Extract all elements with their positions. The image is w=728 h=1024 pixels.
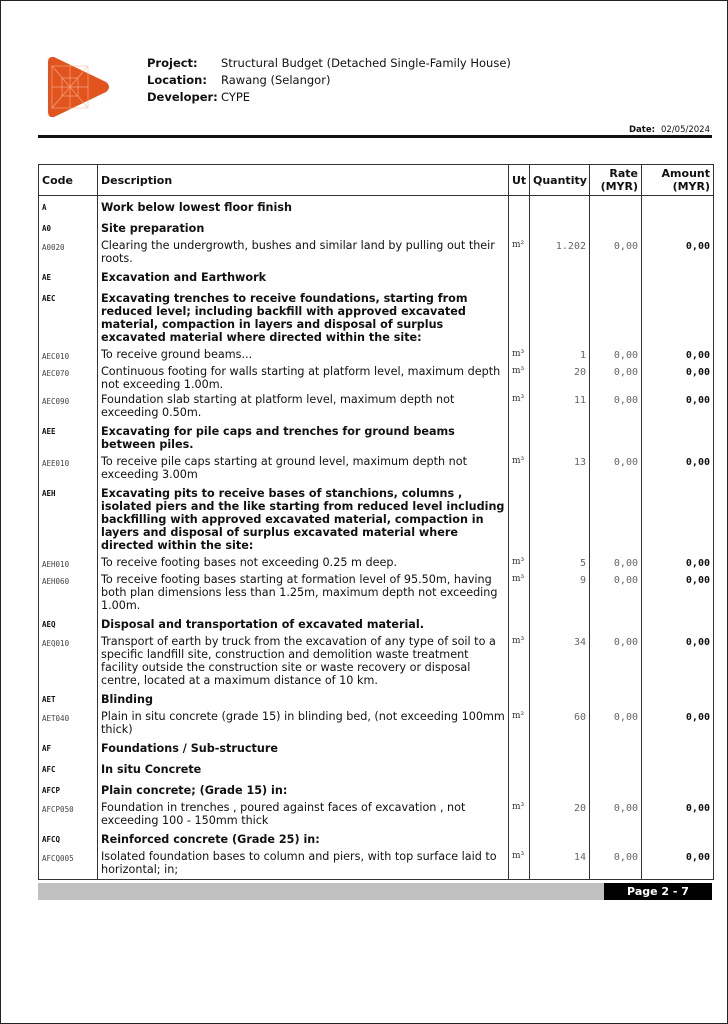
cell-unit bbox=[509, 482, 530, 555]
cell-description: To receive footing bases not exceeding 0.25 m deep. bbox=[98, 555, 509, 572]
item-row bbox=[39, 347, 714, 364]
chapter-row bbox=[39, 828, 714, 849]
cell-unit bbox=[509, 779, 530, 800]
cell-unit: m³ bbox=[509, 347, 530, 364]
cell-rate: 0,00 bbox=[590, 709, 642, 737]
cell-unit bbox=[509, 196, 530, 218]
cell-description: To receive footing bases starting at formation level of 95.50m, having both plan dimensions less than 1.25m, maximum depth not exceeding 1.00m. bbox=[98, 572, 509, 613]
cell-quantity bbox=[530, 287, 590, 347]
cell-description: Excavating for pile caps and trenches for ground beams between piles. bbox=[98, 420, 509, 454]
cell-unit bbox=[509, 266, 530, 287]
col-ut: Ut bbox=[509, 165, 530, 196]
date-label: Date: bbox=[628, 125, 655, 135]
cell-amount bbox=[642, 217, 714, 238]
company-logo bbox=[44, 56, 112, 118]
cell-code: AET bbox=[39, 688, 98, 709]
cell-unit bbox=[509, 613, 530, 634]
cell-quantity bbox=[530, 779, 590, 800]
cell-quantity: 5 bbox=[530, 555, 590, 572]
cell-rate bbox=[590, 420, 642, 454]
cell-quantity bbox=[530, 737, 590, 758]
date-value: 02/05/2024 bbox=[661, 125, 710, 135]
cell-code: AEH010 bbox=[39, 555, 98, 572]
footer-bar bbox=[38, 883, 604, 900]
item-row bbox=[39, 800, 714, 828]
cell-description: Continuous footing for walls starting at platform level, maximum depth not exceeding 1.00m. bbox=[98, 364, 509, 392]
cell-rate bbox=[590, 758, 642, 779]
developer-label: Developer: bbox=[147, 90, 218, 104]
item-row bbox=[39, 454, 714, 482]
cell-code: AFCQ005 bbox=[39, 849, 98, 880]
cell-quantity: 20 bbox=[530, 364, 590, 392]
cell-code: AFCQ bbox=[39, 828, 98, 849]
col-description: Description bbox=[98, 165, 509, 196]
cell-quantity bbox=[530, 420, 590, 454]
cell-amount bbox=[642, 266, 714, 287]
cell-code: AEC090 bbox=[39, 392, 98, 420]
cell-unit: m² bbox=[509, 709, 530, 737]
cell-description: Foundation in trenches , poured against faces of excavation , not exceeding 100 - 150mm thick bbox=[98, 800, 509, 828]
page-number: Page 2 - 7 bbox=[604, 883, 712, 900]
table-header bbox=[39, 165, 714, 196]
col-code: Code bbox=[39, 165, 98, 196]
cell-description: Site preparation bbox=[98, 217, 509, 238]
cell-unit: m³ bbox=[509, 454, 530, 482]
cell-code: AEC bbox=[39, 287, 98, 347]
cell-rate: 0,00 bbox=[590, 238, 642, 266]
cell-unit: m³ bbox=[509, 800, 530, 828]
project-label: Project: bbox=[147, 56, 198, 70]
cell-unit bbox=[509, 758, 530, 779]
cell-rate bbox=[590, 287, 642, 347]
cell-code: AEH060 bbox=[39, 572, 98, 613]
cell-quantity bbox=[530, 688, 590, 709]
item-row bbox=[39, 849, 714, 880]
cell-rate: 0,00 bbox=[590, 572, 642, 613]
cell-description: Disposal and transportation of excavated material. bbox=[98, 613, 509, 634]
cell-description: Transport of earth by truck from the excavation of any type of soil to a specific landfill site, construction and demolition waste treatment facility outside the construction site or waste recovery or disposal centre, located at a maximum distance of 10 km. bbox=[98, 634, 509, 688]
cell-quantity: 13 bbox=[530, 454, 590, 482]
cell-code: A0020 bbox=[39, 238, 98, 266]
cell-rate bbox=[590, 737, 642, 758]
item-row bbox=[39, 555, 714, 572]
cell-quantity: 20 bbox=[530, 800, 590, 828]
chapter-row bbox=[39, 287, 714, 347]
cell-amount: 0,00 bbox=[642, 238, 714, 266]
chapter-row bbox=[39, 737, 714, 758]
cell-code: AE bbox=[39, 266, 98, 287]
budget-table bbox=[38, 164, 714, 880]
cell-code: AFCP050 bbox=[39, 800, 98, 828]
cell-code: AET040 bbox=[39, 709, 98, 737]
cell-amount: 0,00 bbox=[642, 849, 714, 880]
cell-description: Excavation and Earthwork bbox=[98, 266, 509, 287]
cell-quantity: 1.202 bbox=[530, 238, 590, 266]
cell-quantity bbox=[530, 196, 590, 218]
cell-description: Reinforced concrete (Grade 25) in: bbox=[98, 828, 509, 849]
cell-unit: m³ bbox=[509, 392, 530, 420]
chapter-row bbox=[39, 482, 714, 555]
date bbox=[629, 125, 710, 135]
cell-code: AFC bbox=[39, 758, 98, 779]
cell-amount: 0,00 bbox=[642, 800, 714, 828]
cell-unit bbox=[509, 737, 530, 758]
item-row bbox=[39, 392, 714, 420]
cell-unit bbox=[509, 688, 530, 709]
cell-quantity bbox=[530, 217, 590, 238]
cell-amount: 0,00 bbox=[642, 709, 714, 737]
cell-quantity bbox=[530, 758, 590, 779]
item-row bbox=[39, 634, 714, 688]
cell-rate bbox=[590, 828, 642, 849]
cell-amount bbox=[642, 737, 714, 758]
cell-quantity: 1 bbox=[530, 347, 590, 364]
developer-value: CYPE bbox=[221, 90, 251, 104]
chapter-row bbox=[39, 266, 714, 287]
location-value: Rawang (Selangor) bbox=[221, 73, 331, 87]
cell-unit: m³ bbox=[509, 555, 530, 572]
cell-unit: m³ bbox=[509, 364, 530, 392]
col-quantity: Quantity bbox=[530, 165, 590, 196]
cell-rate: 0,00 bbox=[590, 634, 642, 688]
item-row bbox=[39, 238, 714, 266]
chapter-row bbox=[39, 196, 714, 218]
cell-amount bbox=[642, 420, 714, 454]
item-row bbox=[39, 364, 714, 392]
cell-code: AEQ010 bbox=[39, 634, 98, 688]
cell-unit bbox=[509, 287, 530, 347]
cell-quantity: 34 bbox=[530, 634, 590, 688]
cell-quantity bbox=[530, 482, 590, 555]
item-row bbox=[39, 572, 714, 613]
cell-description: Plain concrete; (Grade 15) in: bbox=[98, 779, 509, 800]
cell-amount bbox=[642, 482, 714, 555]
chapter-row bbox=[39, 217, 714, 238]
cell-description: Foundation slab starting at platform level, maximum depth not exceeding 0.50m. bbox=[98, 392, 509, 420]
cell-rate: 0,00 bbox=[590, 454, 642, 482]
col-rate: Rate (MYR) bbox=[590, 165, 642, 196]
cell-description: In situ Concrete bbox=[98, 758, 509, 779]
cell-amount bbox=[642, 779, 714, 800]
page-content bbox=[38, 164, 713, 900]
chapter-row bbox=[39, 613, 714, 634]
cell-quantity: 11 bbox=[530, 392, 590, 420]
project-info bbox=[147, 55, 511, 106]
chapter-row bbox=[39, 688, 714, 709]
cell-rate: 0,00 bbox=[590, 347, 642, 364]
cell-description: Clearing the undergrowth, bushes and similar land by pulling out their roots. bbox=[98, 238, 509, 266]
cell-rate: 0,00 bbox=[590, 392, 642, 420]
cell-amount bbox=[642, 828, 714, 849]
cell-code: AF bbox=[39, 737, 98, 758]
cell-rate: 0,00 bbox=[590, 849, 642, 880]
cell-amount bbox=[642, 196, 714, 218]
cell-code: AEC010 bbox=[39, 347, 98, 364]
cell-amount: 0,00 bbox=[642, 454, 714, 482]
cell-amount: 0,00 bbox=[642, 634, 714, 688]
cell-description: Work below lowest floor finish bbox=[98, 196, 509, 218]
cell-quantity: 14 bbox=[530, 849, 590, 880]
cell-quantity: 9 bbox=[530, 572, 590, 613]
cell-quantity bbox=[530, 828, 590, 849]
cell-description: Blinding bbox=[98, 688, 509, 709]
location-label: Location: bbox=[147, 73, 207, 87]
item-row bbox=[39, 709, 714, 737]
cell-description: Isolated foundation bases to column and piers, with top surface laid to horizontal; in; bbox=[98, 849, 509, 880]
cell-rate bbox=[590, 217, 642, 238]
cell-description: To receive pile caps starting at ground level, maximum depth not exceeding 3.00m bbox=[98, 454, 509, 482]
cell-description: Plain in situ concrete (grade 15) in blinding bed, (not exceeding 100mm thick) bbox=[98, 709, 509, 737]
header-divider bbox=[38, 135, 712, 138]
cell-unit bbox=[509, 420, 530, 454]
cell-unit: m³ bbox=[509, 634, 530, 688]
col-amount: Amount (MYR) bbox=[642, 165, 714, 196]
cell-amount: 0,00 bbox=[642, 555, 714, 572]
cell-code: A bbox=[39, 196, 98, 218]
cell-rate bbox=[590, 613, 642, 634]
cell-amount: 0,00 bbox=[642, 347, 714, 364]
cell-rate: 0,00 bbox=[590, 555, 642, 572]
cell-code: A0 bbox=[39, 217, 98, 238]
cell-amount bbox=[642, 688, 714, 709]
chapter-row bbox=[39, 420, 714, 454]
cell-unit: m² bbox=[509, 238, 530, 266]
cell-amount: 0,00 bbox=[642, 392, 714, 420]
cell-code: AEE bbox=[39, 420, 98, 454]
cell-quantity bbox=[530, 613, 590, 634]
cell-amount bbox=[642, 758, 714, 779]
cell-rate bbox=[590, 196, 642, 218]
cell-code: AEC070 bbox=[39, 364, 98, 392]
cell-unit: m³ bbox=[509, 849, 530, 880]
cell-rate: 0,00 bbox=[590, 800, 642, 828]
cell-code: AEE010 bbox=[39, 454, 98, 482]
cell-code: AEQ bbox=[39, 613, 98, 634]
cell-description: To receive ground beams... bbox=[98, 347, 509, 364]
cell-amount: 0,00 bbox=[642, 364, 714, 392]
cell-description: Excavating trenches to receive foundations, starting from reduced level; including backfill with approved excavated material, compaction in layers and disposal of surplus excavated material where directed within the site: bbox=[98, 287, 509, 347]
cell-rate bbox=[590, 779, 642, 800]
page-footer bbox=[38, 883, 712, 900]
chapter-row bbox=[39, 758, 714, 779]
cell-code: AFCP bbox=[39, 779, 98, 800]
cell-rate bbox=[590, 482, 642, 555]
cell-rate bbox=[590, 688, 642, 709]
cell-amount bbox=[642, 613, 714, 634]
cell-amount bbox=[642, 287, 714, 347]
cell-unit bbox=[509, 217, 530, 238]
project-value: Structural Budget (Detached Single-Family House) bbox=[221, 56, 511, 70]
cell-description: Excavating pits to receive bases of stanchions, columns , isolated piers and the like starting from reduced level including backfilling with approved excavated material, compaction in layers and disposal of surplus excavated material where directed within the site: bbox=[98, 482, 509, 555]
cell-description: Foundations / Sub-structure bbox=[98, 737, 509, 758]
cell-unit bbox=[509, 828, 530, 849]
cell-code: AEH bbox=[39, 482, 98, 555]
cell-quantity bbox=[530, 266, 590, 287]
chapter-row bbox=[39, 779, 714, 800]
cell-unit: m³ bbox=[509, 572, 530, 613]
cell-quantity: 60 bbox=[530, 709, 590, 737]
cell-rate bbox=[590, 266, 642, 287]
cell-amount: 0,00 bbox=[642, 572, 714, 613]
cell-rate: 0,00 bbox=[590, 364, 642, 392]
